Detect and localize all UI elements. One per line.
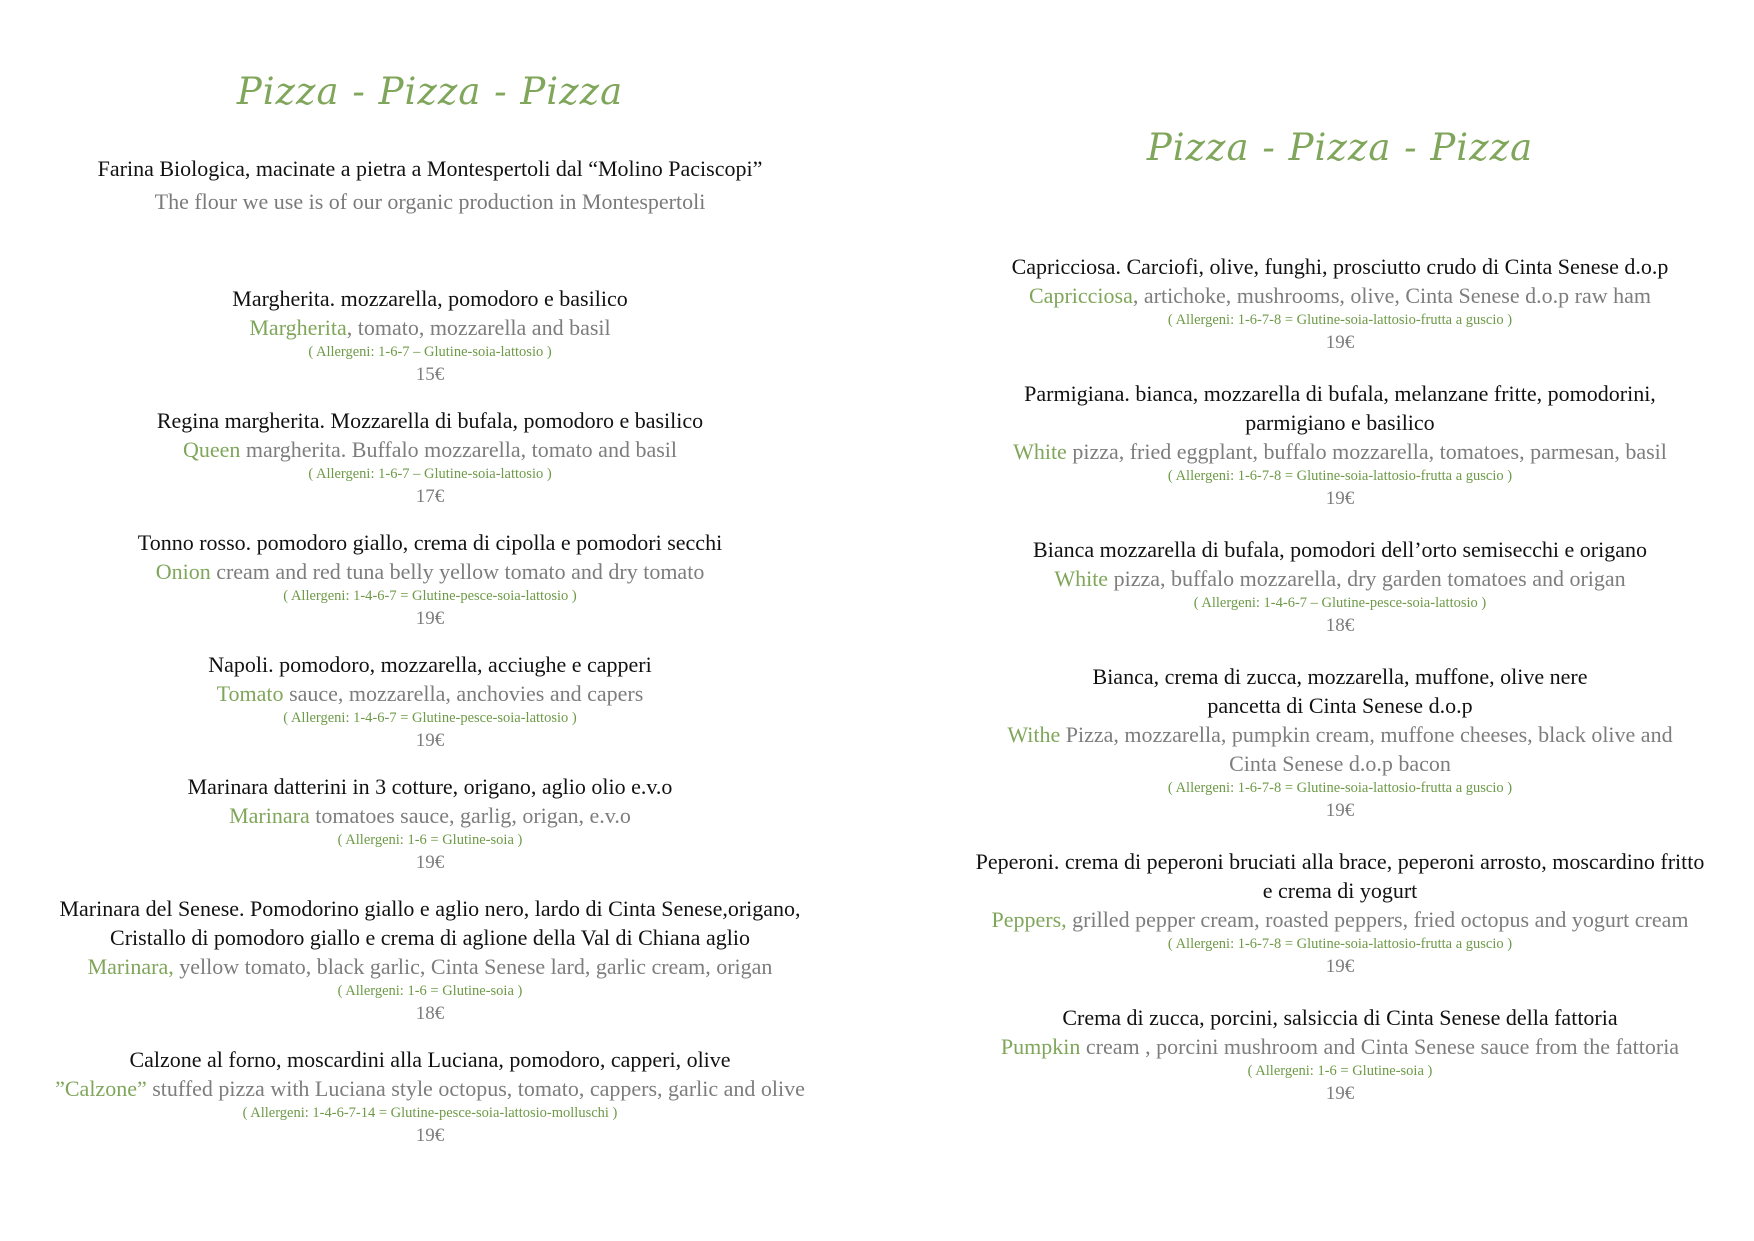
section-title: Pizza - Pizza - Pizza bbox=[236, 70, 624, 113]
allergens: ( Allergeni: 1-4-6-7 – Glutine-pesce-soia-lattosio ) bbox=[1193, 595, 1487, 611]
item-desc-text: , tomato, mozzarella and basil bbox=[346, 315, 611, 340]
price: 18€ bbox=[1325, 615, 1355, 636]
item-name-italian: Capricciosa. Carciofi, olive, funghi, prosciutto crudo di Cinta Senese d.o.p bbox=[1011, 254, 1669, 279]
menu-item bbox=[0, 1045, 860, 1148]
item-desc-english bbox=[930, 437, 1750, 466]
item-desc-text: grilled pepper cream, roasted peppers, fried octopus and yogurt cream bbox=[1066, 907, 1689, 932]
price: 19€ bbox=[1325, 488, 1355, 509]
menu-item bbox=[0, 406, 860, 509]
intro-english: The flour we use is of our organic production in Montespertoli bbox=[154, 189, 706, 214]
item-desc-english bbox=[930, 749, 1750, 778]
menu-item bbox=[0, 284, 860, 387]
item-desc-text: cream and red tuna belly yellow tomato and dry tomato bbox=[210, 559, 705, 584]
item-name-italian: Parmigiana. bianca, mozzarella di bufala, melanzane fritte, pomodorini, bbox=[1024, 381, 1656, 406]
flour-intro bbox=[0, 154, 860, 220]
menu-item bbox=[930, 1003, 1750, 1106]
item-highlight: Peppers, bbox=[991, 907, 1067, 932]
item-highlight: Pumpkin bbox=[1000, 1034, 1081, 1059]
item-name-italian: pancetta di Cinta Senese d.o.p bbox=[1207, 693, 1473, 718]
price: 19€ bbox=[1325, 1083, 1355, 1104]
allergens: ( Allergeni: 1-6-7-8 = Glutine-soia-lattosio-frutta a guscio ) bbox=[1167, 780, 1513, 796]
item-name-italian: parmigiano e basilico bbox=[1245, 410, 1435, 435]
item-name-italian: Cristallo di pomodoro giallo e crema di aglione della Val di Chiana aglio bbox=[110, 925, 750, 950]
item-desc-english bbox=[0, 557, 860, 586]
item-highlight: White bbox=[1013, 439, 1067, 464]
menu-item bbox=[0, 894, 860, 1026]
item-name-italian: Napoli. pomodoro, mozzarella, acciughe e capperi bbox=[208, 652, 652, 677]
item-highlight: Margherita bbox=[249, 315, 347, 340]
item-desc-english bbox=[930, 905, 1750, 934]
price: 19€ bbox=[1325, 332, 1355, 353]
item-highlight: ”Calzone” bbox=[55, 1076, 147, 1101]
item-desc-text: tomatoes sauce, garlig, origan, e.v.o bbox=[309, 803, 631, 828]
menu-item bbox=[930, 662, 1750, 823]
item-name-italian: Crema di zucca, porcini, salsiccia di Cinta Senese della fattoria bbox=[1062, 1005, 1618, 1030]
item-desc-english bbox=[0, 313, 860, 342]
item-name-italian: Regina margherita. Mozzarella di bufala, pomodoro e basilico bbox=[156, 408, 704, 433]
price: 19€ bbox=[1325, 956, 1355, 977]
allergens: ( Allergeni: 1-6-7 – Glutine-soia-lattosio ) bbox=[308, 466, 552, 482]
item-desc-english bbox=[930, 720, 1750, 749]
item-highlight: Withe bbox=[1007, 722, 1061, 747]
intro-italian: Farina Biologica, macinate a pietra a Montespertoli dal “Molino Paciscopi” bbox=[97, 156, 763, 181]
item-name-italian: Bianca, crema di zucca, mozzarella, muffone, olive nere bbox=[1092, 664, 1588, 689]
menu-item bbox=[0, 650, 860, 753]
item-name-italian: Peperoni. crema di peperoni bruciati alla brace, peperoni arrosto, moscardino fritto bbox=[975, 849, 1705, 874]
price: 17€ bbox=[415, 486, 445, 507]
allergens: ( Allergeni: 1-6-7-8 = Glutine-soia-lattosio-frutta a guscio ) bbox=[1167, 312, 1513, 328]
price: 19€ bbox=[415, 852, 445, 873]
menu-items bbox=[930, 252, 1750, 1106]
item-highlight: Capricciosa bbox=[1029, 283, 1133, 308]
item-desc-text: sauce, mozzarella, anchovies and capers bbox=[283, 681, 644, 706]
item-name-italian: Marinara datterini in 3 cotture, origano, aglio olio e.v.o bbox=[187, 774, 673, 799]
item-desc-english bbox=[0, 1074, 860, 1103]
menu-item bbox=[930, 379, 1750, 511]
price: 19€ bbox=[415, 1125, 445, 1146]
menu-item bbox=[0, 528, 860, 631]
item-desc-text: yellow tomato, black garlic, Cinta Senese lard, garlic cream, origan bbox=[173, 954, 773, 979]
item-desc-english bbox=[0, 679, 860, 708]
item-desc-text: cream , porcini mushroom and Cinta Senese sauce from the fattoria bbox=[1080, 1034, 1680, 1059]
price: 18€ bbox=[415, 1003, 445, 1024]
menu-item bbox=[930, 252, 1750, 355]
item-name-italian: Marinara del Senese. Pomodorino giallo e aglio nero, lardo di Cinta Senese,origano, bbox=[59, 896, 801, 921]
item-desc-english bbox=[0, 435, 860, 464]
allergens: ( Allergeni: 1-6 = Glutine-soia ) bbox=[337, 832, 523, 848]
menu-item bbox=[930, 847, 1750, 979]
allergens: ( Allergeni: 1-4-6-7 = Glutine-pesce-soia-lattosio ) bbox=[283, 588, 577, 604]
allergens: ( Allergeni: 1-6-7 – Glutine-soia-lattosio ) bbox=[308, 344, 552, 360]
item-desc-english bbox=[930, 281, 1750, 310]
item-name-italian: e crema di yogurt bbox=[1262, 878, 1418, 903]
menu-item bbox=[0, 772, 860, 875]
section-title: Pizza - Pizza - Pizza bbox=[1146, 126, 1534, 169]
price: 19€ bbox=[1325, 800, 1355, 821]
allergens: ( Allergeni: 1-6 = Glutine-soia ) bbox=[1247, 1063, 1433, 1079]
item-desc-text: pizza, fried eggplant, buffalo mozzarella, tomatoes, parmesan, basil bbox=[1066, 439, 1667, 464]
item-desc-english bbox=[0, 801, 860, 830]
price: 19€ bbox=[415, 730, 445, 751]
allergens: ( Allergeni: 1-6-7-8 = Glutine-soia-lattosio-frutta a guscio ) bbox=[1167, 468, 1513, 484]
price: 15€ bbox=[415, 364, 445, 385]
menu-column-left bbox=[0, 68, 860, 1167]
item-highlight: Marinara, bbox=[87, 954, 174, 979]
item-desc-text: stuffed pizza with Luciana style octopus, tomato, cappers, garlic and olive bbox=[146, 1076, 805, 1101]
item-highlight: Onion bbox=[155, 559, 211, 584]
item-highlight: Queen bbox=[182, 437, 241, 462]
item-desc-text: margherita. Buffalo mozzarella, tomato and basil bbox=[240, 437, 678, 462]
item-name-italian: Margherita. mozzarella, pomodoro e basilico bbox=[232, 286, 628, 311]
item-highlight: Marinara bbox=[229, 803, 310, 828]
item-desc-text: Cinta Senese d.o.p bacon bbox=[1229, 751, 1451, 776]
item-desc-text: Pizza, mozzarella, pumpkin cream, muffone cheeses, black olive and bbox=[1060, 722, 1673, 747]
menu-items bbox=[0, 284, 860, 1148]
menu-item bbox=[930, 535, 1750, 638]
menu-column-right bbox=[930, 124, 1750, 1130]
item-desc-text: , artichoke, mushrooms, olive, Cinta Senese d.o.p raw ham bbox=[1132, 283, 1651, 308]
allergens: ( Allergeni: 1-6 = Glutine-soia ) bbox=[337, 983, 523, 999]
allergens: ( Allergeni: 1-4-6-7 = Glutine-pesce-soia-lattosio ) bbox=[283, 710, 577, 726]
item-desc-english bbox=[930, 1032, 1750, 1061]
item-name-italian: Calzone al forno, moscardini alla Luciana, pomodoro, capperi, olive bbox=[129, 1047, 731, 1072]
item-desc-text: pizza, buffalo mozzarella, dry garden tomatoes and origan bbox=[1108, 566, 1626, 591]
price: 19€ bbox=[415, 608, 445, 629]
item-highlight: Tomato bbox=[216, 681, 284, 706]
item-highlight: White bbox=[1054, 566, 1109, 591]
item-desc-english bbox=[930, 564, 1750, 593]
allergens: ( Allergeni: 1-4-6-7-14 = Glutine-pesce-soia-lattosio-molluschi ) bbox=[242, 1105, 618, 1121]
allergens: ( Allergeni: 1-6-7-8 = Glutine-soia-lattosio-frutta a guscio ) bbox=[1167, 936, 1513, 952]
item-desc-english bbox=[0, 952, 860, 981]
item-name-italian: Tonno rosso. pomodoro giallo, crema di cipolla e pomodori secchi bbox=[137, 530, 723, 555]
item-name-italian: Bianca mozzarella di bufala, pomodori dell’orto semisecchi e origano bbox=[1033, 537, 1647, 562]
